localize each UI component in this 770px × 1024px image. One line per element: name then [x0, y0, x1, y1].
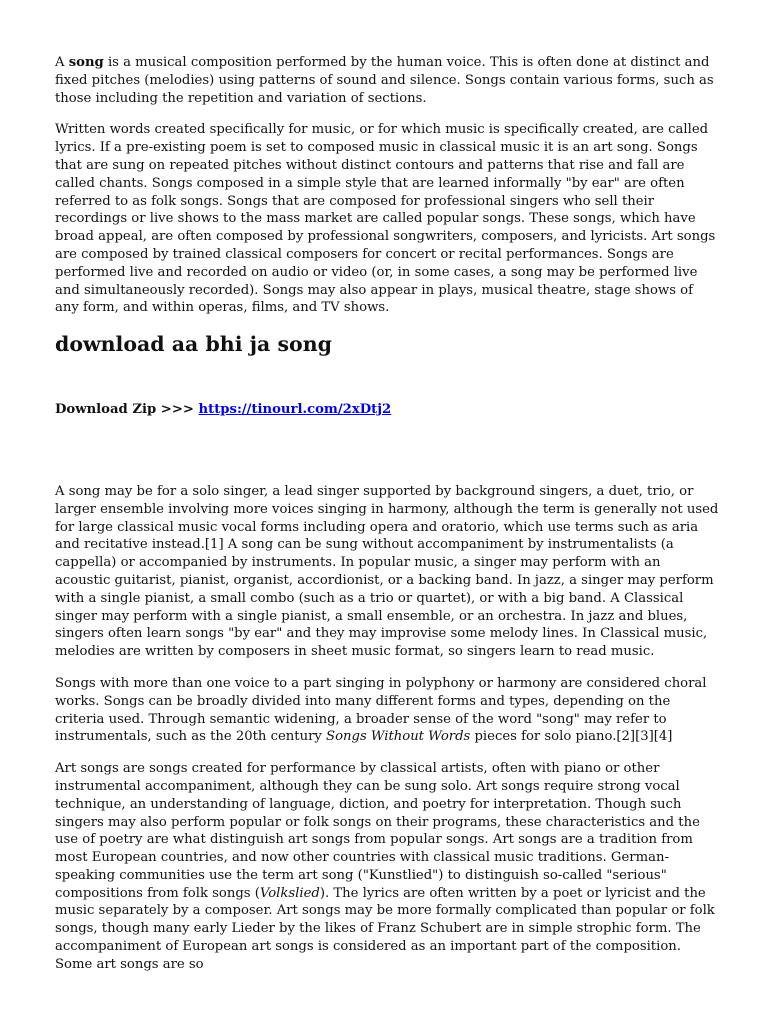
art-songs-paragraph	[55, 760, 720, 974]
choral-paragraph	[55, 675, 720, 746]
intro-text-rest: is a musical composition performed by the human voice. This is often done at distinct and fixed pitches (melodies) using patterns of sound and silence. Songs contain various forms, such as those including the repetition and variation of sections.	[55, 55, 714, 106]
italic-volkslied: Volkslied	[259, 885, 320, 901]
download-link[interactable]: https://tinourl.com/2xDtj2	[198, 402, 392, 418]
art-text-rest: ). The lyrics are often written by a poet or lyricist and the music separately by a composer. Art songs may be more formally complicated than popular or folk songs, though many early Lieder by the likes of Franz Schubert are in simple strophic form. The accompaniment of European art songs is considered as an important part of the composition. Some art songs are so	[55, 885, 715, 972]
download-line	[55, 401, 720, 419]
lyrics-paragraph: Written words created specifically for music, or for which music is specifically created, are called lyrics. If a pre-existing poem is set to composed music in classical music it is an art song. Songs that are sung on repeated pitches without distinct contours and patterns that rise and fall are called chants. Songs composed in a simple style that are learned informally "by ear" are often referred to as folk songs. Songs that are composed for professional singers who sell their recordings or live shows to the mass market are called popular songs. These songs, which have broad appeal, are often composed by professional songwriters, composers, and lyricists. Art songs are composed by trained classical composers for concert or recital performances. Songs are performed live and recorded on audio or video (or, in some cases, a song may be performed live and simultaneously recorded). Songs may also appear in plays, musical theatre, stage shows of any form, and within operas, films, and TV shows.	[55, 122, 716, 316]
page-heading: download aa bhi ja song	[55, 332, 332, 357]
art-text-start: Art songs are songs created for performance by classical artists, often with piano or other instrumental accompaniment, although they can be sung solo. Art songs require strong vocal technique, an understanding of language, diction, and poetry for interpretation. Though such singers may also perform popular or folk songs on their programs, these characteristics and the use of poetry are what distinguish art songs from popular songs. Art songs are a tradition from most European countries, and now other countries with classical music traditions. German-speaking communities use the term art song ("Kunstlied") to distinguish so-called "serious" compositions from folk songs (	[55, 761, 700, 901]
choral-text-start: Songs with more than one voice to a part singing in polyphony or harmony are considered choral works. Songs can be broadly divided into many different forms and types, depending on the criteria used. Through semantic widening, a broader sense of the word "song" may refer to instrumentals, such as the 20th century	[55, 675, 707, 745]
spacer	[55, 419, 720, 483]
intro-text-start: A	[55, 55, 69, 70]
solo-singer-paragraph: A song may be for a solo singer, a lead singer supported by background singers, a duet, trio, or larger ensemble involving more voices singing in harmony, although the term is generally not used for large classical music vocal forms including opera and oratorio, which use terms such as aria and recitative instead.[1] A song can be sung without accompaniment by instrumentalists (a cappella) or accompanied by instruments. In popular music, a singer may perform with an acoustic guitarist, pianist, organist, accordionist, or a backing band. In jazz, a singer may perform with a single pianist, a small combo (such as a trio or quartet), or with a big band. A Classical singer may perform with a single pianist, a small ensemble, or an orchestra. In jazz and blues, singers often learn songs "by ear" and they may improvise some melody lines. In Classical music, melodies are written by composers in sheet music format, so singers learn to read music.	[55, 483, 719, 660]
bold-term-song: song	[68, 55, 104, 70]
italic-title: Songs Without Words	[326, 729, 471, 745]
intro-paragraph	[55, 54, 720, 107]
download-label: Download Zip >>>	[55, 402, 199, 418]
document-body	[55, 54, 720, 988]
choral-text-rest: pieces for solo piano.[2][3][4]	[470, 729, 673, 745]
